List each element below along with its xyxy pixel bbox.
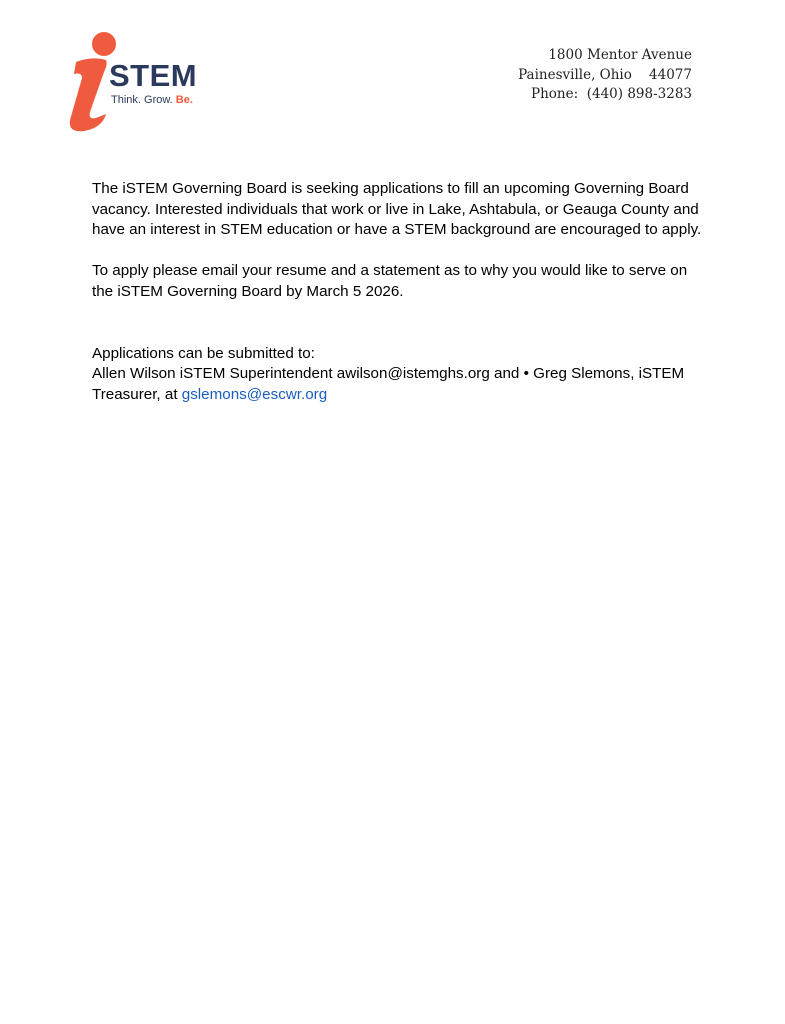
paragraph-vacancy: The iSTEM Governing Board is seeking applications to fill an upcoming Governing Board vacancy. Interested individuals that work or live in Lake, Ashtabula, or Geauga County and have an interest in STEM education or have a STEM background are encouraged to apply. — [92, 180, 702, 239]
logo-wordmark: STEM — [109, 58, 198, 93]
submit-contacts: Allen Wilson iSTEM Superintendent awilson@istemghs.org and • Greg Slemons, iSTEM Treasurer, at gslemons@escwr.org — [92, 365, 685, 403]
address-phone: Phone: (440) 898-3283 — [531, 86, 692, 102]
submit-heading: Applications can be submitted to: — [92, 344, 315, 362]
paragraph-apply: To apply please email your resume and a statement as to why you would like to serve on the iSTEM Governing Board by March 5 2026. — [92, 262, 688, 300]
treasurer-email-link[interactable]: gslemons@escwr.org — [181, 385, 328, 403]
istem-logo — [62, 30, 207, 135]
address-street: 1800 Mentor Avenue — [548, 47, 692, 63]
letter-body — [92, 179, 702, 405]
logo-tagline: Think. Grow. Be. — [111, 94, 193, 106]
address-city: Painesville, Ohio 44077 — [518, 66, 692, 83]
address-block — [518, 46, 692, 105]
